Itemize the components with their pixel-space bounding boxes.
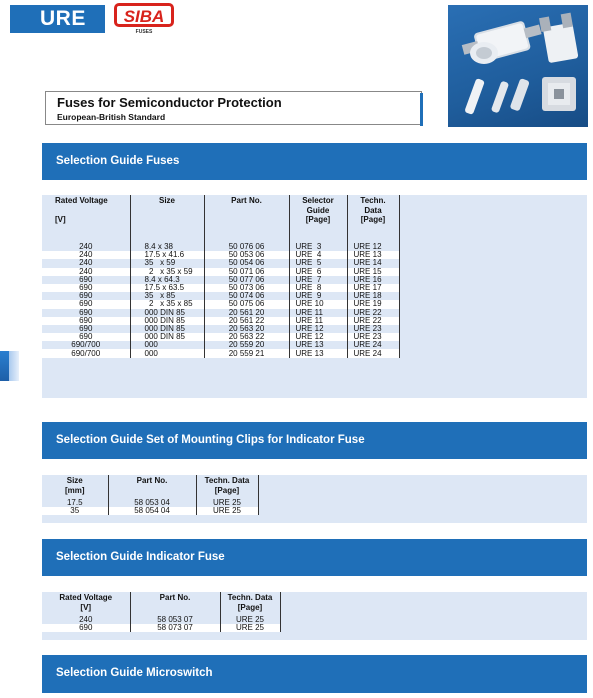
table-cell: 8.4 x 38: [130, 243, 204, 251]
table-cell: 58 053 04: [108, 499, 196, 507]
table-cell: 50 071 06: [204, 268, 289, 276]
table-cell: 690: [42, 317, 130, 325]
table-cell: URE 22: [347, 309, 399, 317]
table-cell: URE 24: [347, 341, 399, 349]
ure-series-tag: [10, 5, 105, 33]
table-cell: 2 x 35 x 59: [130, 268, 204, 276]
table-cell: 50 053 06: [204, 251, 289, 259]
fuse-product-photo: [448, 5, 588, 127]
table-cell: 240: [42, 243, 130, 251]
col-header-techn-data: Techn. Data [Page]: [196, 475, 258, 499]
table-cell: 20 563 20: [204, 325, 289, 333]
indicator-fuse-table: [42, 592, 281, 632]
table-cell: 690: [42, 300, 130, 308]
table-cell: 690: [42, 624, 130, 632]
table-cell: 50 077 06: [204, 276, 289, 284]
table-cell: 58 053 07: [130, 616, 220, 624]
table-cell: URE 13: [289, 349, 347, 357]
table-row: [42, 349, 399, 357]
table-cell: 17.5 x 63.5: [130, 284, 204, 292]
col-header-part-no: Part No.: [108, 475, 196, 499]
table-cell: URE 25: [196, 499, 258, 507]
table-cell: URE 22: [347, 317, 399, 325]
col-header-techn-data: Techn. Data [Page]: [347, 195, 399, 243]
table-cell: URE 10: [289, 300, 347, 308]
table-cell: 50 073 06: [204, 284, 289, 292]
col-header-techn-data: Techn. Data [Page]: [220, 592, 280, 616]
document-standard: European-British Standard: [57, 112, 166, 122]
col-header-size-mm: Size [mm]: [42, 475, 108, 499]
siba-logo-frame: [114, 3, 174, 27]
table-row: [42, 243, 399, 251]
table-cell: URE 8: [289, 284, 347, 292]
table-cell: 690: [42, 333, 130, 341]
table-cell: 690: [42, 276, 130, 284]
table-cell: URE 17: [347, 284, 399, 292]
table-cell: URE 23: [347, 333, 399, 341]
section-title-indicator-fuse: Selection Guide Indicator Fuse: [56, 551, 225, 563]
table-cell: URE 6: [289, 268, 347, 276]
table-cell: 000 DIN 85: [130, 325, 204, 333]
table-cell: 000: [130, 349, 204, 357]
col-header-rated-voltage: Rated Voltage [V]: [42, 592, 130, 616]
table-row: [42, 259, 399, 267]
table-cell: 000 DIN 85: [130, 309, 204, 317]
table-cell: URE 13: [347, 251, 399, 259]
col-header-rated-voltage: Rated Voltage [V]: [42, 195, 130, 243]
table-cell: 17.5: [42, 499, 108, 507]
section-title-microswitch: Selection Guide Microswitch: [56, 667, 213, 679]
col-header-part-no: Part No.: [204, 195, 289, 243]
fuse-photo-illustration: [448, 5, 588, 127]
table-cell: URE 16: [347, 276, 399, 284]
table-cell: 58 054 04: [108, 507, 196, 515]
table-cell: URE 5: [289, 259, 347, 267]
table-cell: URE 23: [347, 325, 399, 333]
col-header-part-no: Part No.: [130, 592, 220, 616]
document-subtitle-box: [45, 91, 422, 125]
page-side-tab-gradient: [9, 351, 19, 381]
table-cell: 20 561 20: [204, 309, 289, 317]
table-cell: 50 076 06: [204, 243, 289, 251]
table-cell: URE 9: [289, 292, 347, 300]
table-cell: URE 14: [347, 259, 399, 267]
table-cell: 35 x 85: [130, 292, 204, 300]
table-cell: 240: [42, 251, 130, 259]
table-cell: 690: [42, 284, 130, 292]
table-cell: 690: [42, 309, 130, 317]
table-cell: URE 19: [347, 300, 399, 308]
table-cell: 50 075 06: [204, 300, 289, 308]
section-title-mounting-clips: Selection Guide Set of Mounting Clips for Indicator Fuse: [56, 434, 365, 446]
siba-logo-text: SIBA: [123, 7, 165, 26]
table-cell: 17.5 x 41.6: [130, 251, 204, 259]
table-cell: URE 11: [289, 309, 347, 317]
section-banner-indicator-fuse: [42, 539, 587, 576]
table-cell: 000 DIN 85: [130, 333, 204, 341]
table-row: [42, 325, 399, 333]
table-cell: URE 11: [289, 317, 347, 325]
section-banner-mounting-clips: [42, 422, 587, 459]
table-cell: 690: [42, 292, 130, 300]
table-cell: URE 4: [289, 251, 347, 259]
table-cell: 35: [42, 507, 108, 515]
table-cell: 2 x 35 x 85: [130, 300, 204, 308]
table-cell: URE 7: [289, 276, 347, 284]
table-cell: 58 073 07: [130, 624, 220, 632]
table-cell: URE 25: [220, 624, 280, 632]
table-cell: 690/700: [42, 349, 130, 357]
table-row: [42, 251, 399, 259]
subtitle-accent-bar: [420, 93, 423, 126]
table-cell: URE 12: [347, 243, 399, 251]
table-cell: URE 12: [289, 333, 347, 341]
table-cell: 50 054 06: [204, 259, 289, 267]
section-banner-microswitch: [42, 655, 587, 692]
table-row: [42, 624, 280, 632]
table-cell: 690: [42, 325, 130, 333]
col-header-size: Size: [130, 195, 204, 243]
table-row: [42, 292, 399, 300]
table-cell: 240: [42, 616, 130, 624]
table-cell: URE 25: [220, 616, 280, 624]
ure-series-label: URE: [40, 7, 86, 30]
table-cell: URE 25: [196, 507, 258, 515]
table-row: [42, 300, 399, 308]
col-header-selector-guide: Selector Guide [Page]: [289, 195, 347, 243]
mounting-clips-table: [42, 475, 259, 515]
section-banner-fuses: [42, 143, 587, 180]
table-cell: 000 DIN 85: [130, 317, 204, 325]
table-cell: 690/700: [42, 341, 130, 349]
table-row: [42, 276, 399, 284]
table-cell: URE 12: [289, 325, 347, 333]
table-cell: URE 15: [347, 268, 399, 276]
table-row: [42, 309, 399, 317]
table-row: [42, 284, 399, 292]
table-cell: URE 24: [347, 349, 399, 357]
siba-logo: [114, 3, 176, 39]
fuses-table: [42, 195, 400, 358]
table-cell: URE 3: [289, 243, 347, 251]
table-cell: 20 561 22: [204, 317, 289, 325]
siba-logo-subtext: FUSES: [135, 29, 153, 35]
table-cell: 240: [42, 259, 130, 267]
table-cell: 20 563 22: [204, 333, 289, 341]
table-row: [42, 507, 258, 515]
table-cell: URE 18: [347, 292, 399, 300]
table-row: [42, 317, 399, 325]
table-cell: 20 559 21: [204, 349, 289, 357]
table-cell: 8.4 x 64.3: [130, 276, 204, 284]
table-cell: 20 559 20: [204, 341, 289, 349]
table-cell: 000: [130, 341, 204, 349]
page-side-tab: [0, 351, 9, 381]
table-row: [42, 268, 399, 276]
table-cell: URE 13: [289, 341, 347, 349]
document-title: Fuses for Semiconductor Protection: [57, 95, 282, 110]
section-title-fuses: Selection Guide Fuses: [56, 155, 180, 167]
table-cell: 50 074 06: [204, 292, 289, 300]
bottom-rule: [42, 692, 587, 693]
table-cell: 35 x 59: [130, 259, 204, 267]
table-cell: 240: [42, 268, 130, 276]
